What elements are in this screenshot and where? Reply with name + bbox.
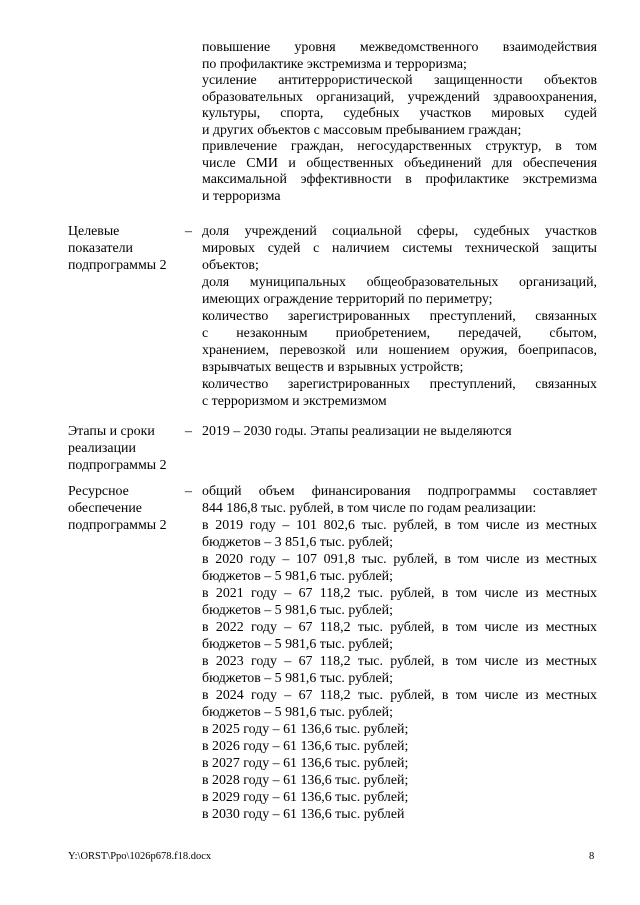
text-line: бюджетов – 3 851,6 тыс. рублей; bbox=[202, 535, 393, 550]
text-line: образовательных организаций, учреждений здравоохранения, bbox=[202, 89, 597, 105]
text-line: доля учреждений социальной сферы, судебных участков bbox=[202, 224, 597, 239]
row-content bbox=[202, 223, 597, 410]
text-line: взрывчатых веществ и взрывных устройств; bbox=[202, 360, 464, 375]
page-number: 8 bbox=[589, 851, 595, 862]
text-line: с незаконным приобретением, передачей, сбытом, bbox=[202, 326, 597, 341]
dash-separator: – bbox=[185, 424, 192, 439]
text-line: числе СМИ и общественных объединений для обеспечения bbox=[202, 155, 597, 171]
label-line: Этапы и сроки bbox=[68, 424, 155, 439]
text-line: в 2026 году – 61 136,6 тыс. рублей; bbox=[202, 739, 409, 754]
text-line: максимальной эффективности в профилактике экстремизма bbox=[202, 172, 597, 187]
label-line: обеспечение bbox=[68, 501, 142, 516]
label-line: Целевые bbox=[68, 224, 120, 239]
text-line: в 2023 году – 67 118,2 тыс. рублей, в том числе из местных bbox=[202, 654, 597, 669]
text-line: в 2029 году – 61 136,6 тыс. рублей; bbox=[202, 790, 409, 805]
text-line: и других объектов с массовым пребыванием граждан; bbox=[202, 122, 522, 138]
label-line: подпрограммы 2 bbox=[68, 518, 167, 533]
row-content bbox=[202, 483, 597, 823]
text-line: повышение уровня межведомственного взаимодействия bbox=[202, 40, 597, 55]
text-line: в 2024 году – 67 118,2 тыс. рублей, в том числе из местных bbox=[202, 688, 597, 703]
text-line: бюджетов – 5 981,6 тыс. рублей; bbox=[202, 569, 393, 584]
label-line: реализации bbox=[68, 441, 136, 456]
label-line: подпрограммы 2 bbox=[68, 258, 167, 273]
text-line: культуры, спорта, судебных участков мировых судей bbox=[202, 106, 597, 121]
text-line: бюджетов – 5 981,6 тыс. рублей; bbox=[202, 671, 393, 686]
goals-continuation-block bbox=[202, 40, 597, 205]
text-line: мировых судей с наличием системы технической защиты bbox=[202, 241, 597, 256]
text-line: в 2028 году – 61 136,6 тыс. рублей; bbox=[202, 773, 409, 788]
text-line: количество зарегистрированных преступлений, связанных bbox=[202, 309, 597, 324]
text-line: 2019 – 2030 годы. Этапы реализации не выделяются bbox=[202, 424, 512, 439]
text-line: с терроризмом и экстремизмом bbox=[202, 394, 387, 409]
row-content bbox=[202, 423, 597, 440]
row-label bbox=[68, 423, 180, 474]
row-label bbox=[68, 483, 180, 534]
text-line: хранением, перевозкой или ношением оружия, боеприпасов, bbox=[202, 343, 597, 358]
text-line: объектов; bbox=[202, 258, 259, 273]
text-line: бюджетов – 5 981,6 тыс. рублей; bbox=[202, 603, 393, 618]
text-line: бюджетов – 5 981,6 тыс. рублей; bbox=[202, 705, 393, 720]
text-line: доля муниципальных общеобразовательных организаций, bbox=[202, 275, 597, 290]
text-line: в 2019 году – 101 802,6 тыс. рублей, в том числе из местных bbox=[202, 518, 597, 533]
text-line: количество зарегистрированных преступлений, связанных bbox=[202, 377, 597, 392]
label-line: Ресурсное bbox=[68, 484, 129, 499]
text-line: имеющих ограждение территорий по периметру; bbox=[202, 292, 493, 307]
text-line: в 2025 году – 61 136,6 тыс. рублей; bbox=[202, 722, 409, 737]
text-line: общий объем финансирования подпрограммы составляет bbox=[202, 484, 597, 499]
text-line: привлечение граждан, негосударственных структур, в том bbox=[202, 139, 597, 154]
text-line: в 2020 году – 107 091,8 тыс. рублей, в том числе из местных bbox=[202, 552, 597, 567]
text-line: в 2022 году – 67 118,2 тыс. рублей, в том числе из местных bbox=[202, 620, 597, 635]
text-line: усиление антитеррористической защищенности объектов bbox=[202, 73, 597, 88]
text-line: 844 186,8 тыс. рублей, в том числе по годам реализации: bbox=[202, 501, 537, 516]
text-line: бюджетов – 5 981,6 тыс. рублей; bbox=[202, 637, 393, 652]
dash-separator: – bbox=[185, 224, 192, 239]
text-line: и терроризма bbox=[202, 188, 281, 204]
label-line: подпрограммы 2 bbox=[68, 458, 167, 473]
row-label bbox=[68, 223, 180, 274]
text-line: в 2030 году – 61 136,6 тыс. рублей bbox=[202, 807, 405, 822]
text-line: в 2021 году – 67 118,2 тыс. рублей, в том числе из местных bbox=[202, 586, 597, 601]
footer-file-path: Y:\ORST\Ppo\1026p678.f18.docx bbox=[68, 851, 212, 862]
text-line: по профилактике экстремизма и терроризма; bbox=[202, 56, 467, 72]
text-line: в 2027 году – 61 136,6 тыс. рублей; bbox=[202, 756, 409, 771]
dash-separator: – bbox=[185, 484, 192, 499]
label-line: показатели bbox=[68, 241, 133, 256]
